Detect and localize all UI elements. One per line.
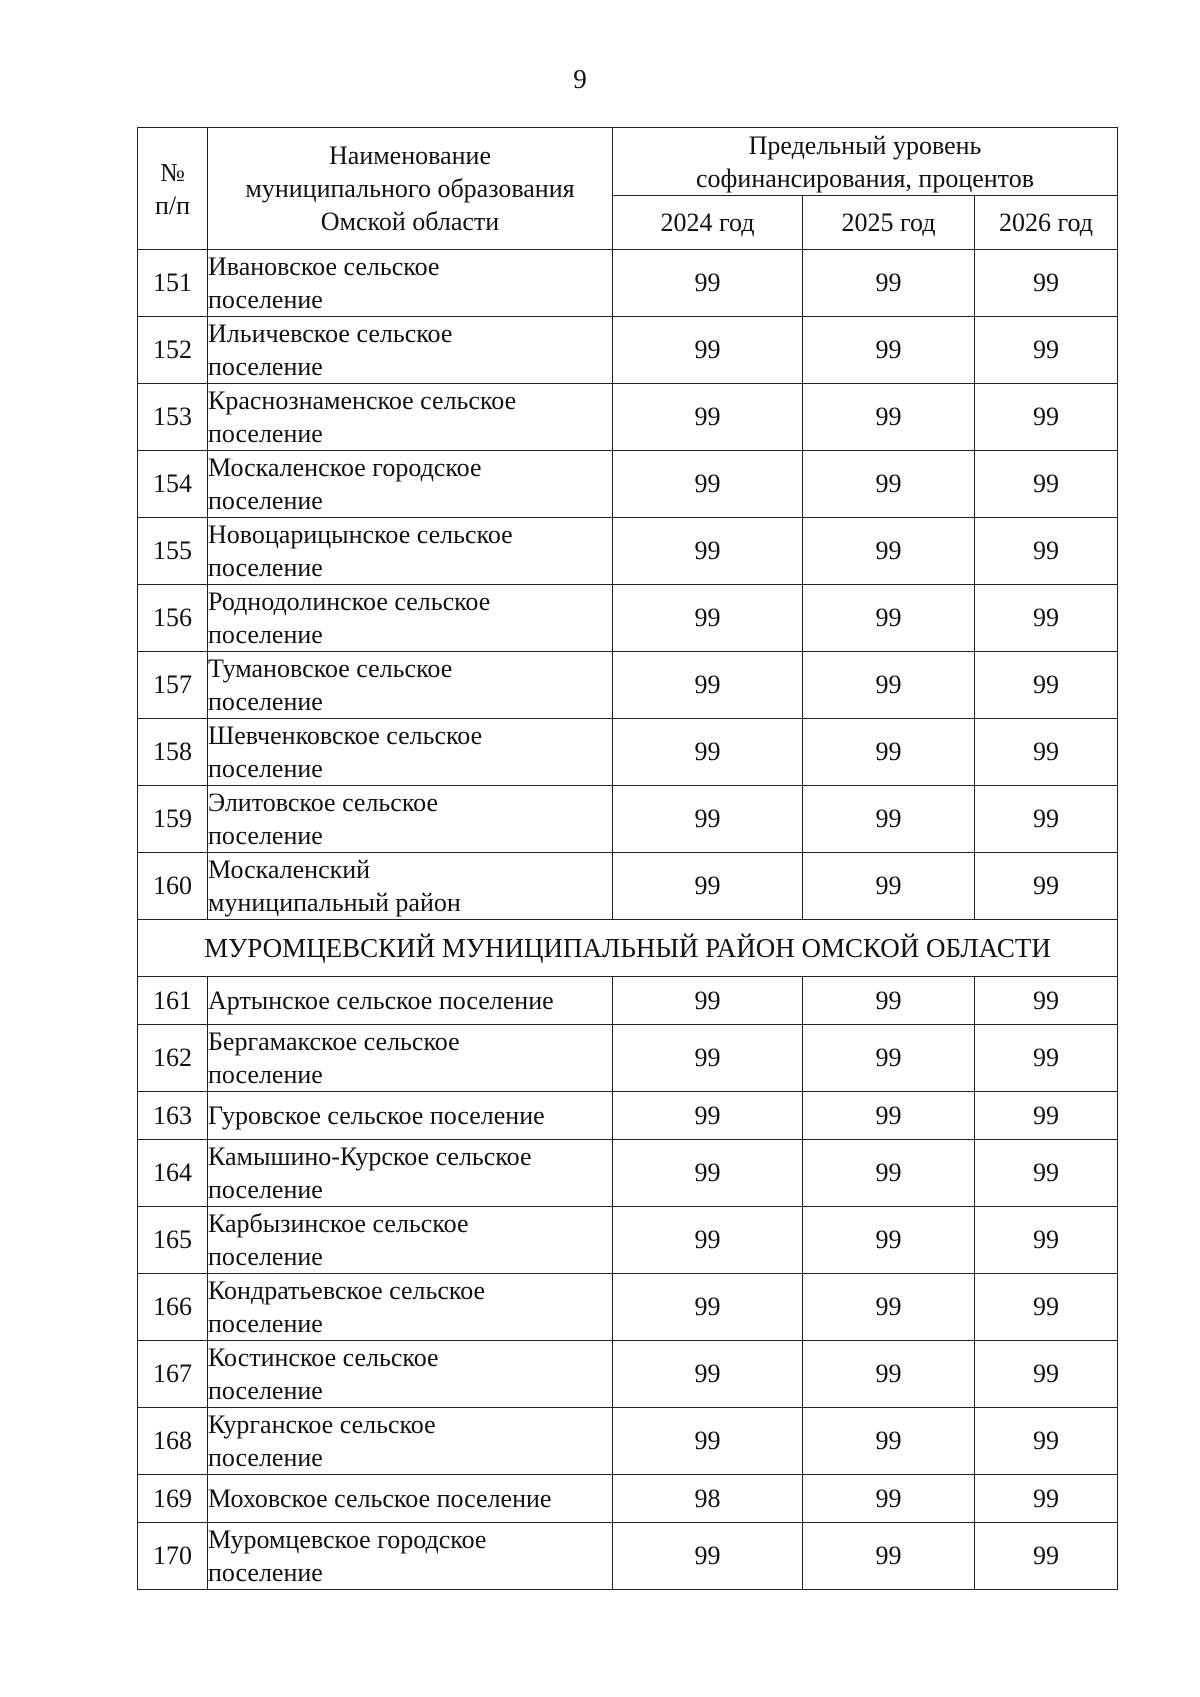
value-2024: 99 (613, 1408, 803, 1475)
row-number: 162 (138, 1025, 208, 1092)
municipality-name (208, 786, 613, 853)
section-row-group (138, 920, 1118, 977)
municipality-name-line: Тумановское сельское (208, 654, 453, 683)
value-2024: 99 (613, 1523, 803, 1590)
value-2025: 99 (803, 1140, 975, 1207)
value-2025: 99 (803, 1274, 975, 1341)
value-2025: 99 (803, 652, 975, 719)
value-2026: 99 (975, 384, 1118, 451)
value-2025: 99 (803, 1523, 975, 1590)
header-year-2025: 2025 год (803, 196, 975, 250)
row-number: 160 (138, 853, 208, 920)
value-2025: 99 (803, 1341, 975, 1408)
value-2025: 99 (803, 1475, 975, 1523)
row-number: 151 (138, 250, 208, 317)
header-year-2024: 2024 год (613, 196, 803, 250)
municipality-name (208, 652, 613, 719)
municipality-name-line: поселение (208, 1558, 323, 1587)
municipality-name-line: поселение (208, 1060, 323, 1089)
value-2024: 99 (613, 1140, 803, 1207)
value-2025: 99 (803, 1092, 975, 1140)
municipality-name-line: Роднодолинское сельское (208, 587, 491, 616)
value-2024: 99 (613, 1207, 803, 1274)
municipality-name-line: Ивановское сельское (208, 252, 440, 281)
header-level (613, 128, 1118, 196)
municipality-name-line: Шевченковское сельское (208, 721, 483, 750)
table-row (138, 451, 1118, 518)
value-2025: 99 (803, 384, 975, 451)
municipality-name (208, 1408, 613, 1475)
municipality-name (208, 518, 613, 585)
row-number: 154 (138, 451, 208, 518)
value-2025: 99 (803, 451, 975, 518)
value-2024: 99 (613, 317, 803, 384)
table-row (138, 1408, 1118, 1475)
header-num (138, 128, 208, 250)
value-2024: 99 (613, 585, 803, 652)
municipality-name-line: Ильичевское сельское (208, 319, 453, 348)
municipality-name-line: поселение (208, 1242, 323, 1271)
table-row (138, 1025, 1118, 1092)
municipality-name (208, 853, 613, 920)
row-number: 169 (138, 1475, 208, 1523)
value-2026: 99 (975, 719, 1118, 786)
value-2024: 99 (613, 1274, 803, 1341)
value-2026: 99 (975, 317, 1118, 384)
value-2026: 99 (975, 977, 1118, 1025)
table-row (138, 1140, 1118, 1207)
header-name-line2: муниципального образования (245, 174, 575, 203)
row-number: 156 (138, 585, 208, 652)
value-2026: 99 (975, 1092, 1118, 1140)
header-name-line1: Наименование (329, 141, 491, 170)
value-2025: 99 (803, 853, 975, 920)
table-row (138, 853, 1118, 920)
value-2026: 99 (975, 585, 1118, 652)
value-2024: 99 (613, 518, 803, 585)
table-row (138, 652, 1118, 719)
value-2024: 99 (613, 853, 803, 920)
value-2024: 98 (613, 1475, 803, 1523)
value-2026: 99 (975, 451, 1118, 518)
table-body-omsk-moskalensky (138, 250, 1118, 920)
municipality-name (208, 317, 613, 384)
value-2025: 99 (803, 977, 975, 1025)
table-row (138, 977, 1118, 1025)
municipality-name-line: Краснознаменское сельское (208, 386, 517, 415)
municipality-name-line: Муромцевское городское (208, 1525, 487, 1554)
value-2026: 99 (975, 518, 1118, 585)
value-2026: 99 (975, 1523, 1118, 1590)
value-2026: 99 (975, 652, 1118, 719)
municipality-name-line: поселение (208, 553, 323, 582)
municipality-name-line: поселение (208, 1309, 323, 1338)
table-row (138, 1341, 1118, 1408)
value-2024: 99 (613, 451, 803, 518)
value-2026: 99 (975, 1140, 1118, 1207)
municipality-name (208, 719, 613, 786)
table-row (138, 1274, 1118, 1341)
row-number: 157 (138, 652, 208, 719)
municipality-name-line: Камышино-Курское сельское (208, 1142, 532, 1171)
municipality-name (208, 451, 613, 518)
header-num-line2: п/п (154, 190, 191, 220)
row-number: 164 (138, 1140, 208, 1207)
municipality-name-line: поселение (208, 821, 323, 850)
value-2024: 99 (613, 250, 803, 317)
value-2025: 99 (803, 1207, 975, 1274)
value-2026: 99 (975, 1025, 1118, 1092)
municipality-name-line: поселение (208, 352, 323, 381)
municipality-name (208, 1274, 613, 1341)
municipality-name-line: Карбызинское сельское (208, 1209, 469, 1238)
municipality-name-line: Гуровское сельское поселение (208, 1101, 545, 1130)
row-number: 167 (138, 1341, 208, 1408)
row-number: 158 (138, 719, 208, 786)
value-2024: 99 (613, 977, 803, 1025)
table-row (138, 518, 1118, 585)
municipality-name-line: поселение (208, 1443, 323, 1472)
row-number: 165 (138, 1207, 208, 1274)
municipality-name-line: поселение (208, 486, 323, 515)
row-number: 152 (138, 317, 208, 384)
section-title: МУРОМЦЕВСКИЙ МУНИЦИПАЛЬНЫЙ РАЙОН ОМСКОЙ ОБЛАСТИ (138, 920, 1118, 977)
municipality-name-line: Элитовское сельское (208, 788, 439, 817)
row-number: 170 (138, 1523, 208, 1590)
header-name-line3: Омской области (320, 207, 500, 236)
row-number: 161 (138, 977, 208, 1025)
municipality-name-line: поселение (208, 620, 323, 649)
municipality-name-line: Новоцарицынское сельское (208, 520, 513, 549)
row-number: 168 (138, 1408, 208, 1475)
header-name (208, 128, 613, 250)
municipality-name-line: поселение (208, 687, 323, 716)
municipality-name-line: Москаленское городское (208, 453, 482, 482)
municipality-name (208, 585, 613, 652)
value-2024: 99 (613, 786, 803, 853)
municipality-name-line: Москаленский (208, 855, 371, 884)
value-2024: 99 (613, 1092, 803, 1140)
value-2025: 99 (803, 317, 975, 384)
cofinancing-table (137, 127, 1118, 1590)
row-number: 166 (138, 1274, 208, 1341)
value-2025: 99 (803, 1025, 975, 1092)
value-2025: 99 (803, 1408, 975, 1475)
header-level-line1: Предельный уровень (748, 130, 982, 160)
table-row (138, 317, 1118, 384)
table-row (138, 250, 1118, 317)
municipality-name-line: Моховское сельское поселение (208, 1484, 552, 1513)
municipality-name-line: Костинское сельское (208, 1343, 439, 1372)
municipality-name (208, 977, 613, 1025)
value-2026: 99 (975, 1341, 1118, 1408)
header-year-2026: 2026 год (975, 196, 1118, 250)
municipality-name (208, 1341, 613, 1408)
header-level-line2: софинансирования, процентов (696, 163, 1034, 193)
value-2025: 99 (803, 786, 975, 853)
table-row (138, 585, 1118, 652)
value-2024: 99 (613, 1341, 803, 1408)
municipality-name-line: поселение (208, 754, 323, 783)
table-row (138, 384, 1118, 451)
row-number: 159 (138, 786, 208, 853)
value-2026: 99 (975, 1408, 1118, 1475)
municipality-name (208, 1025, 613, 1092)
value-2024: 99 (613, 1025, 803, 1092)
municipality-name (208, 1140, 613, 1207)
value-2024: 99 (613, 384, 803, 451)
header-num-line1: № (160, 157, 185, 187)
value-2025: 99 (803, 518, 975, 585)
table-row (138, 1523, 1118, 1590)
value-2024: 99 (613, 652, 803, 719)
page-number: 9 (573, 64, 587, 94)
value-2025: 99 (803, 585, 975, 652)
municipality-name-line: Кондратьевское сельское (208, 1276, 486, 1305)
municipality-name (208, 1207, 613, 1274)
row-number: 155 (138, 518, 208, 585)
municipality-name-line: поселение (208, 1175, 323, 1204)
table-row (138, 1475, 1118, 1523)
value-2026: 99 (975, 1274, 1118, 1341)
municipality-name (208, 1523, 613, 1590)
table-row (138, 1207, 1118, 1274)
value-2025: 99 (803, 719, 975, 786)
value-2025: 99 (803, 250, 975, 317)
municipality-name-line: Курганское сельское (208, 1410, 436, 1439)
value-2026: 99 (975, 853, 1118, 920)
table-body-muromtsevsky (138, 977, 1118, 1590)
value-2026: 99 (975, 786, 1118, 853)
municipality-name (208, 1092, 613, 1140)
value-2026: 99 (975, 1207, 1118, 1274)
municipality-name-line: поселение (208, 419, 323, 448)
municipality-name-line: поселение (208, 285, 323, 314)
value-2026: 99 (975, 1475, 1118, 1523)
table-row (138, 786, 1118, 853)
municipality-name-line: муниципальный район (208, 888, 461, 917)
value-2024: 99 (613, 719, 803, 786)
municipality-name-line: Артынское сельское поселение (208, 986, 554, 1015)
row-number: 163 (138, 1092, 208, 1140)
row-number: 153 (138, 384, 208, 451)
municipality-name (208, 1475, 613, 1523)
municipality-name-line: Бергамакское сельское (208, 1027, 460, 1056)
table-row (138, 1092, 1118, 1140)
table-row (138, 719, 1118, 786)
municipality-name (208, 384, 613, 451)
municipality-name-line: поселение (208, 1376, 323, 1405)
value-2026: 99 (975, 250, 1118, 317)
municipality-name (208, 250, 613, 317)
